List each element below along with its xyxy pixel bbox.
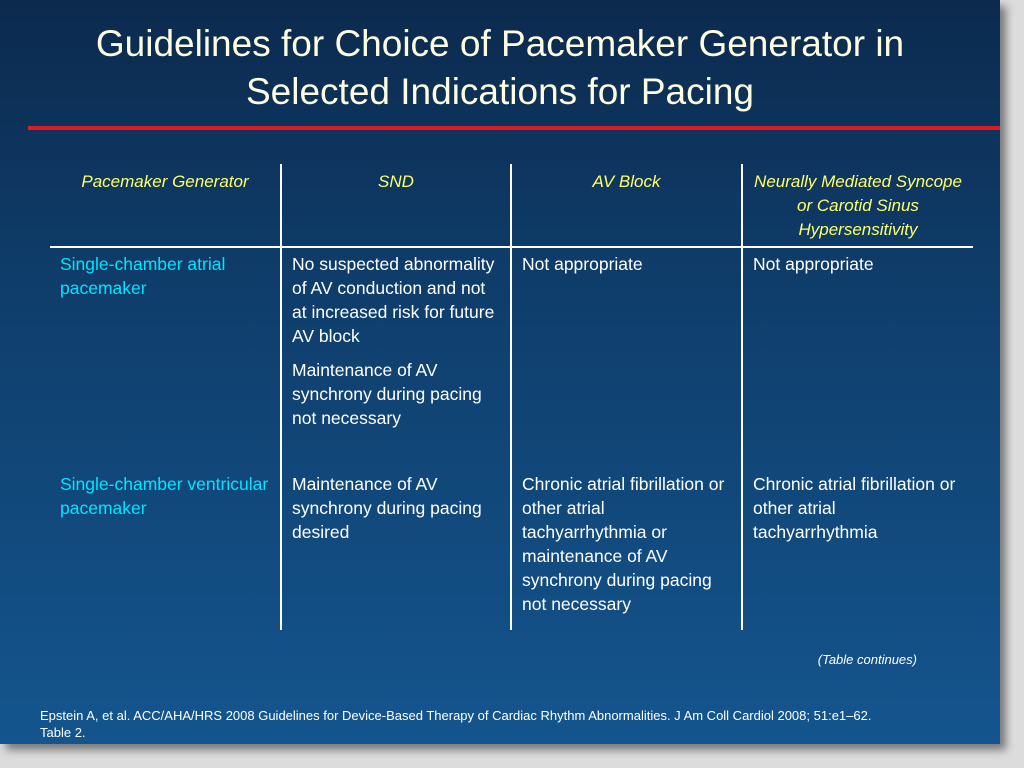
snd-criterion: Maintenance of AV synchrony during pacing not necessary: [292, 360, 482, 428]
header-pacemaker-generator: Pacemaker Generator: [50, 164, 281, 247]
neurally-mediated-cell: Chronic atrial fibrillation or other atrial tachyarrhythmia: [742, 464, 973, 630]
title-line-2: Selected Indications for Pacing: [245, 71, 755, 112]
title-line-1: Guidelines for Choice of Pacemaker Generator in: [95, 23, 905, 64]
guidelines-table: [50, 164, 973, 630]
snd-criterion: No suspected abnormality of AV conduction and not at increased risk for future AV block: [292, 254, 495, 346]
row-label: Single-chamber atrial pacemaker: [60, 254, 226, 298]
row-label: Single-chamber ventricular pacemaker: [60, 474, 269, 518]
header-snd: SND: [281, 164, 511, 247]
table-header-row: [50, 164, 973, 247]
snd-cell: [281, 247, 511, 464]
table-row: [50, 247, 973, 464]
header-neurally-mediated: Neurally Mediated Syncope or Carotid Sinus Hypersensitivity: [742, 164, 973, 247]
neurally-mediated-cell: Not appropriate: [742, 247, 973, 464]
av-block-cell: Not appropriate: [511, 247, 742, 464]
table-row: [50, 464, 973, 630]
slide-title: [0, 20, 1000, 116]
table-continues-note: (Table continues): [817, 652, 917, 667]
citation: Epstein A, et al. ACC/AHA/HRS 2008 Guidelines for Device-Based Therapy of Cardiac Rhythm Abnormalities. J Am Coll Cardiol 2008; 51:e1–62. Table 2.: [40, 708, 872, 740]
snd-cell: Maintenance of AV synchrony during pacing desired: [281, 464, 511, 630]
av-block-cell: Chronic atrial fibrillation or other atrial tachyarrhythmia or maintenance of AV synchrony during pacing not necessary: [511, 464, 742, 630]
title-divider: [28, 126, 1000, 130]
header-av-block: AV Block: [511, 164, 742, 247]
